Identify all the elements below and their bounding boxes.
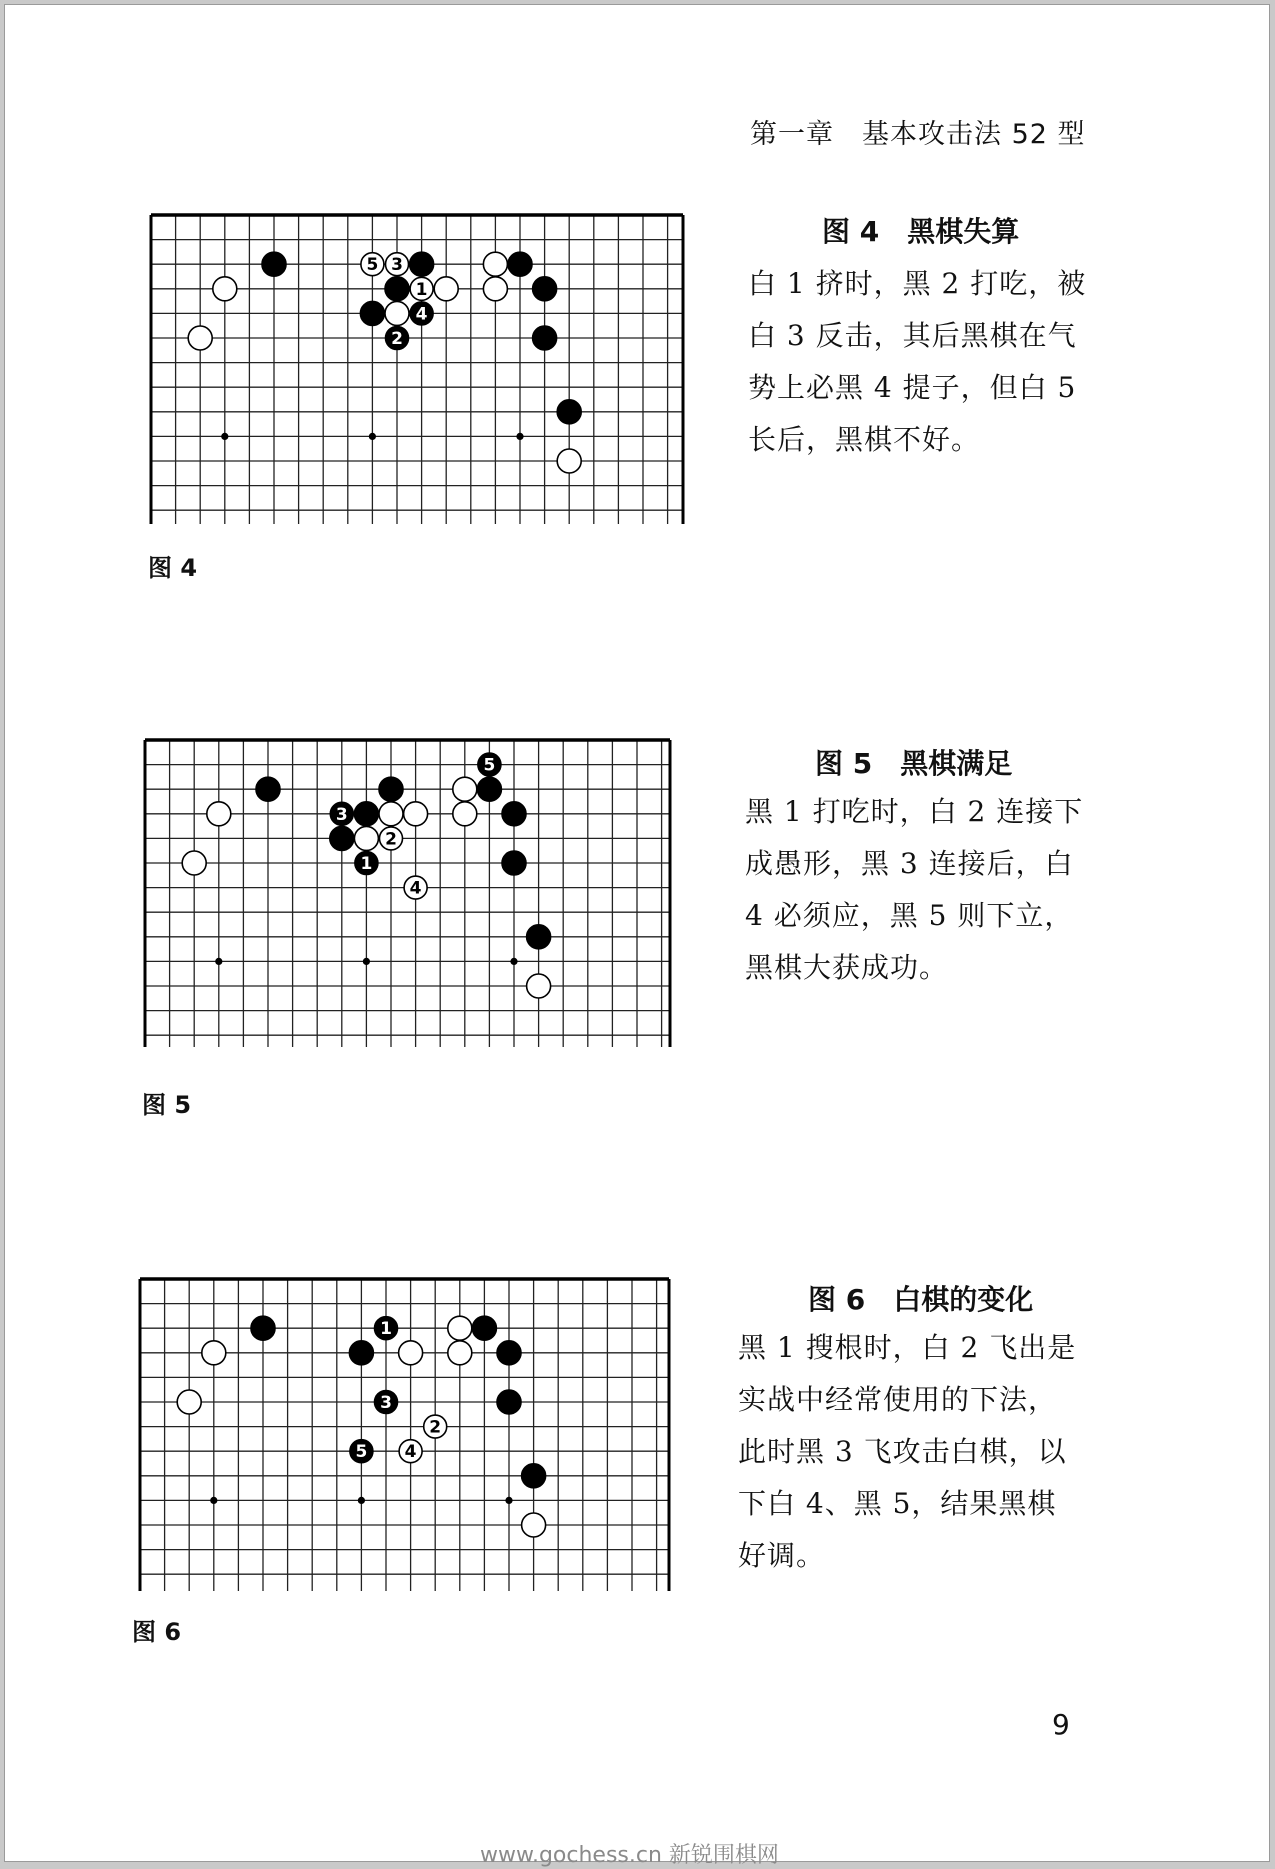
svg-text:3: 3 bbox=[391, 255, 403, 276]
svg-text:4: 4 bbox=[415, 304, 428, 325]
go-board-diagram-6 bbox=[137, 1276, 671, 1591]
go-board-diagram-5 bbox=[142, 737, 672, 1047]
svg-text:2: 2 bbox=[429, 1417, 442, 1438]
page-number: 9 bbox=[1052, 1708, 1070, 1741]
svg-text:4: 4 bbox=[409, 878, 422, 899]
white-stone bbox=[434, 277, 458, 301]
black-stone bbox=[251, 1316, 275, 1340]
black-stone bbox=[522, 1464, 546, 1488]
black-stone-2 bbox=[386, 327, 409, 350]
white-stone-1 bbox=[410, 277, 433, 300]
white-stone bbox=[379, 802, 403, 826]
svg-text:4: 4 bbox=[404, 1442, 417, 1463]
white-stone-2 bbox=[380, 827, 403, 850]
white-stone bbox=[557, 449, 581, 473]
white-stone-3 bbox=[386, 253, 409, 276]
black-stone bbox=[497, 1390, 521, 1414]
black-stone-5 bbox=[350, 1440, 373, 1463]
white-stone bbox=[177, 1390, 201, 1414]
black-stone bbox=[533, 326, 557, 350]
svg-text:5: 5 bbox=[355, 1442, 368, 1463]
black-stone bbox=[502, 851, 526, 875]
star-point bbox=[215, 958, 222, 965]
white-stone bbox=[527, 974, 551, 998]
star-point bbox=[210, 1497, 217, 1504]
white-stone bbox=[522, 1513, 546, 1537]
white-stone bbox=[188, 326, 212, 350]
black-stone bbox=[256, 777, 280, 801]
diagram-commentary: 黑 1 打吃时，白 2 连接下成愚形，黑 3 连接后，白 4 必须应，黑 5 则下立，黑棋大获成功。 bbox=[745, 795, 1084, 984]
black-stone bbox=[330, 826, 354, 850]
black-stone bbox=[472, 1316, 496, 1340]
star-point bbox=[510, 958, 517, 965]
black-stone-3 bbox=[375, 1391, 398, 1414]
white-stone-4 bbox=[404, 876, 427, 899]
svg-text:5: 5 bbox=[483, 755, 496, 776]
white-stone bbox=[213, 277, 237, 301]
star-point bbox=[505, 1497, 512, 1504]
black-stone bbox=[262, 252, 286, 276]
svg-text:2: 2 bbox=[391, 329, 403, 349]
white-stone-4 bbox=[399, 1440, 422, 1463]
black-stone bbox=[349, 1341, 373, 1365]
running-head: 第一章 基本攻击法 52 型 bbox=[750, 119, 1086, 150]
black-stone bbox=[477, 777, 501, 801]
black-stone bbox=[385, 277, 409, 301]
black-stone bbox=[497, 1341, 521, 1365]
diagram-caption: 图 5 bbox=[142, 1091, 192, 1119]
white-stone bbox=[385, 301, 409, 325]
diagram-caption: 图 6 bbox=[132, 1618, 182, 1646]
black-stone bbox=[502, 802, 526, 826]
black-stone bbox=[354, 802, 378, 826]
diagram-caption: 图 4 bbox=[148, 554, 198, 582]
white-stone bbox=[354, 826, 378, 850]
black-stone bbox=[360, 301, 384, 325]
black-stone-1 bbox=[375, 1317, 398, 1340]
white-stone-2 bbox=[424, 1415, 447, 1438]
black-stone bbox=[527, 925, 551, 949]
white-stone bbox=[202, 1341, 226, 1365]
board-grid bbox=[140, 1279, 669, 1591]
svg-text:3: 3 bbox=[380, 1393, 392, 1413]
diagram-commentary: 黑 1 搜根时，白 2 飞出是实战中经常使用的下法，此时黑 3 飞攻击白棋，以下白 4、黑 5，结果黑棋好调。 bbox=[738, 1331, 1077, 1572]
black-stone bbox=[410, 252, 434, 276]
black-stone bbox=[508, 252, 532, 276]
star-point bbox=[358, 1497, 365, 1504]
black-stone-5 bbox=[478, 753, 501, 776]
svg-text:1: 1 bbox=[380, 1319, 392, 1340]
white-stone bbox=[453, 802, 477, 826]
white-stone-5 bbox=[361, 253, 384, 276]
black-stone bbox=[379, 777, 403, 801]
white-stone bbox=[453, 777, 477, 801]
svg-text:3: 3 bbox=[335, 804, 348, 825]
star-point bbox=[369, 433, 376, 440]
go-board-diagram-4 bbox=[148, 212, 685, 524]
white-stone bbox=[483, 277, 507, 301]
white-stone bbox=[448, 1316, 472, 1340]
black-stone bbox=[533, 277, 557, 301]
svg-text:5: 5 bbox=[366, 255, 379, 276]
white-stone bbox=[483, 252, 507, 276]
star-point bbox=[363, 958, 370, 965]
black-stone-3 bbox=[330, 802, 353, 825]
diagram-title: 图 5 黑棋满足 bbox=[815, 747, 1013, 780]
diagram-commentary: 白 1 挤时，黑 2 打吃，被白 3 反击，其后黑棋在气势上必黑 4 提子，但白 5 长后，黑棋不好。 bbox=[748, 267, 1087, 456]
white-stone bbox=[207, 802, 231, 826]
star-point bbox=[516, 433, 523, 440]
white-stone bbox=[448, 1341, 472, 1365]
diagram-title: 图 4 黑棋失算 bbox=[822, 215, 1020, 248]
svg-text:1: 1 bbox=[415, 279, 428, 300]
white-stone bbox=[399, 1341, 423, 1365]
black-stone-1 bbox=[355, 852, 378, 875]
svg-text:2: 2 bbox=[385, 829, 397, 850]
black-stone bbox=[557, 400, 581, 424]
black-stone-4 bbox=[410, 302, 433, 325]
diagram-title: 图 6 白棋的变化 bbox=[808, 1283, 1034, 1316]
white-stone bbox=[404, 802, 428, 826]
white-stone bbox=[182, 851, 206, 875]
star-point bbox=[221, 433, 228, 440]
watermark: www.gochess.cn 新锐围棋网 bbox=[480, 1843, 779, 1868]
svg-text:1: 1 bbox=[360, 854, 373, 874]
